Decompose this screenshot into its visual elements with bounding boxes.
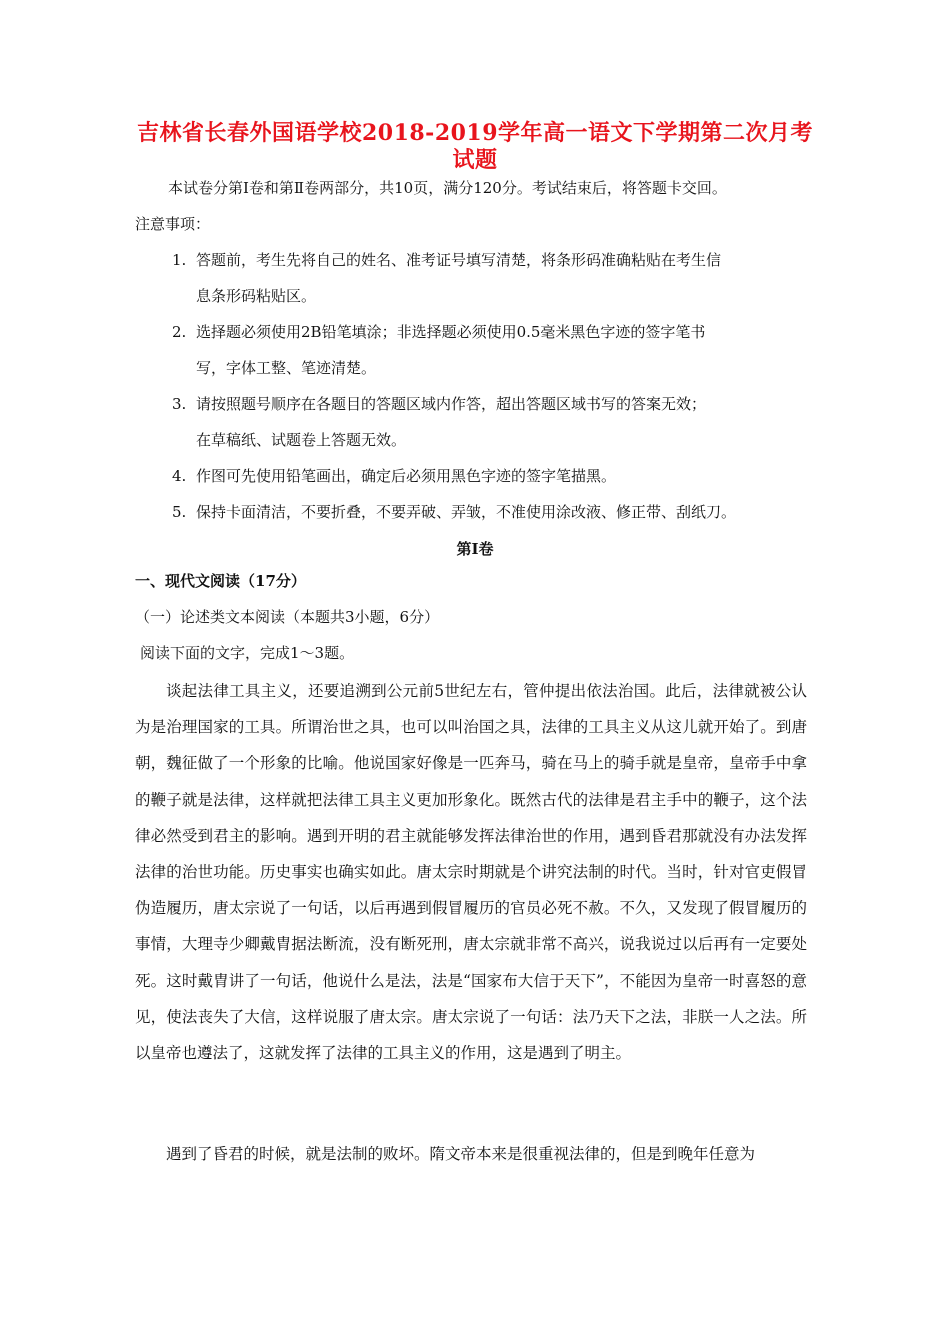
notice-item-continuation: 息条形码粘贴区。 bbox=[196, 287, 317, 305]
notice-item-number: 2. bbox=[172, 323, 187, 341]
notice-item-continuation: 在草稿纸、试题卷上答题无效。 bbox=[196, 431, 407, 449]
body-paragraph: 谈起法律工具主义，还要追溯到公元前5世纪左右，管仲提出依法治国。此后，法律就被公认为是治理国家的工具。所谓治世之具，也可以叫治国之具，法律的工具主义从这儿就开始了。到唐朝，魏征做了一个形象的比喻。他说国家好像是一匹奔马，骑在马上的骑手就是皇帝，皇帝手中拿的鞭子就是法律，这样就把法律工具主义更加形象化。既然古代的法律是君主手中的鞭子，这个法律必然受到君主的影响。遇到开明的君主就能够发挥法律治世的作用，遇到昏君那就没有办法发挥法律的治世功能。历史事实也确实如此。唐太宗时期就是个讲究法制的时代。当时，针对官吏假冒伪造履历，唐太宗说了一句话，以后再遇到假冒履历的官员必死不赦。不久，又发现了假冒履历的事情，大理寺少卿戴胄据法断流，没有断死刑，唐太宗就非常不高兴，说我说过以后再有一定要处死。这时戴胄讲了一句话，他说什么是法，法是“国家布大信于天下”，不能因为皇帝一时喜怒的意见，使法丧失了大信，这样说服了唐太宗。唐太宗说了一句话：法乃天下之法，非朕一人之法。所以皇帝也遵法了，这就发挥了法律的工具主义的作用，这是遇到了明主。 bbox=[135, 682, 807, 1063]
notice-item-text: 答题前，考生先将自己的姓名、准考证号填写清楚，将条形码准确粘贴在考生信 bbox=[196, 251, 722, 269]
notice-item-number: 4. bbox=[172, 467, 187, 485]
document-title: 吉林省长春外国语学校2018-2019学年高一语文下学期第二次月考试题 bbox=[136, 120, 814, 173]
notice-item-text: 保持卡面清洁，不要折叠，不要弄破、弄皱，不准使用涂改液、修正带、刮纸刀。 bbox=[196, 503, 737, 521]
notice-item-number: 1. bbox=[172, 251, 187, 269]
notice-item-number: 3. bbox=[172, 395, 187, 413]
notice-item-text: 作图可先使用铅笔画出，确定后必须用黑色字迹的签字笔描黑。 bbox=[196, 467, 617, 485]
section-heading: 一、现代文阅读（17分） bbox=[135, 572, 306, 590]
subsection-heading: （一）论述类文本阅读（本题共3小题，6分） bbox=[135, 608, 440, 626]
notice-item-text: 选择题必须使用2B铅笔填涂；非选择题必须使用0.5毫米黑色字迹的签字笔书 bbox=[196, 323, 706, 341]
notice-item-number: 5. bbox=[172, 503, 187, 521]
notice-heading: 注意事项： bbox=[135, 215, 211, 233]
body-paragraph: 遇到了昏君的时候，就是法制的败坏。隋文帝本来是很重视法律的，但是到晚年任意为 bbox=[166, 1145, 756, 1163]
exam-intro: 本试卷分第Ⅰ卷和第Ⅱ卷两部分，共10页，满分120分。考试结束后，将答题卡交回。 bbox=[168, 179, 727, 197]
notice-item-continuation: 写，字体工整、笔迹清楚。 bbox=[196, 359, 377, 377]
part-heading: 第Ⅰ卷 bbox=[456, 540, 494, 558]
reading-instruction: 阅读下面的文字，完成1～3题。 bbox=[140, 644, 355, 662]
notice-item-text: 请按照题号顺序在各题目的答题区域内作答，超出答题区域书写的答案无效； bbox=[196, 395, 707, 413]
